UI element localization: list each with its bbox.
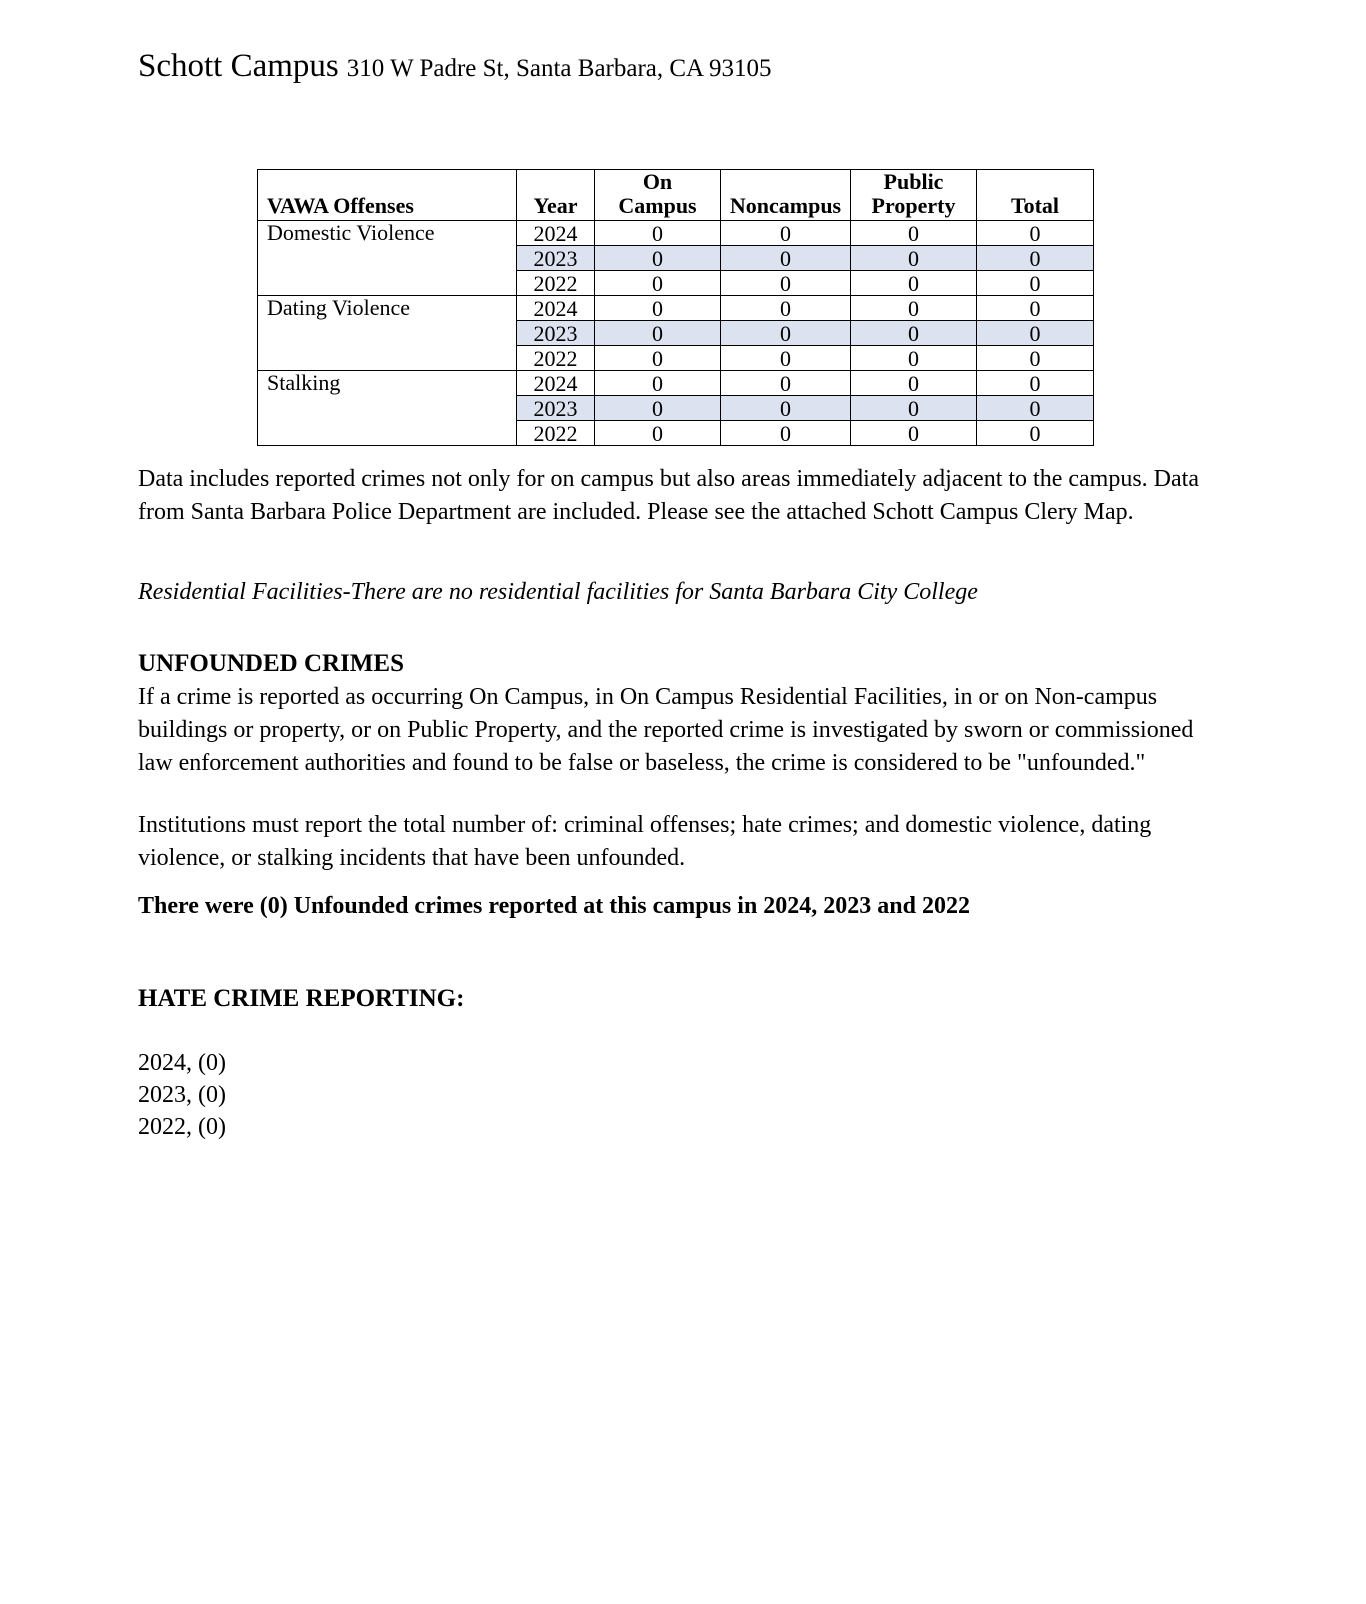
count-cell: 0 (595, 396, 721, 421)
offense-cell-domestic-violence: Domestic Violence (258, 221, 517, 296)
count-cell: 0 (721, 396, 851, 421)
count-cell: 0 (851, 296, 977, 321)
vawa-offenses-table (257, 169, 1094, 446)
table-row (258, 296, 1094, 321)
col-header-public-property-line1: Public (883, 169, 944, 194)
count-cell: 0 (851, 271, 977, 296)
col-header-public-property (851, 170, 977, 221)
col-header-on-campus-line1: On (642, 169, 673, 194)
year-cell: 2024 (517, 296, 595, 321)
year-cell: 2024 (517, 221, 595, 246)
unfounded-crimes-summary: There were (0) Unfounded crimes reported at this campus in 2024, 2023 and 2022 (138, 893, 970, 919)
hate-crime-year-2022: 2022, (0) (138, 1114, 226, 1140)
col-header-on-campus-line2: Campus (618, 193, 697, 218)
count-cell: 0 (721, 246, 851, 271)
hate-crime-year-2024: 2024, (0) (138, 1050, 226, 1076)
col-header-on-campus (595, 170, 721, 221)
year-cell: 2022 (517, 346, 595, 371)
year-cell: 2023 (517, 396, 595, 421)
count-cell: 0 (721, 371, 851, 396)
col-header-noncampus: Noncampus (721, 170, 851, 221)
count-cell: 0 (721, 296, 851, 321)
count-cell: 0 (721, 421, 851, 446)
count-cell: 0 (977, 421, 1094, 446)
count-cell: 0 (851, 421, 977, 446)
institutions-reporting-note: Institutions must report the total number of: criminal offenses; hate crimes; and domestic violence, dating violence, or stalking incidents that have been unfounded. (138, 812, 1152, 871)
hate-crime-year-2023: 2023, (0) (138, 1082, 226, 1108)
count-cell: 0 (595, 321, 721, 346)
count-cell: 0 (595, 296, 721, 321)
count-cell: 0 (851, 371, 977, 396)
count-cell: 0 (595, 246, 721, 271)
col-header-total: Total (977, 170, 1094, 221)
year-cell: 2022 (517, 271, 595, 296)
col-header-public-property-line2: Property (871, 193, 956, 218)
offense-cell-stalking: Stalking (258, 371, 517, 446)
count-cell: 0 (721, 346, 851, 371)
count-cell: 0 (977, 221, 1094, 246)
unfounded-crimes-definition: If a crime is reported as occurring On Campus, in On Campus Residential Facilities, in or on Non-campus buildings or property, or on Public Property, and the reported crime is investigated by sworn or commissioned law enforcement authorities and found to be false or baseless, the crime is considered to be "unfounded." (138, 684, 1194, 776)
count-cell: 0 (977, 371, 1094, 396)
count-cell: 0 (977, 271, 1094, 296)
vawa-table-wrapper (257, 169, 1202, 446)
count-cell: 0 (851, 396, 977, 421)
count-cell: 0 (851, 221, 977, 246)
count-cell: 0 (977, 396, 1094, 421)
year-cell: 2022 (517, 421, 595, 446)
count-cell: 0 (977, 346, 1094, 371)
col-header-vawa-offenses: VAWA Offenses (258, 170, 517, 221)
unfounded-crimes-heading: UNFOUNDED CRIMES (138, 650, 404, 677)
count-cell: 0 (595, 346, 721, 371)
residential-facilities-note: Residential Facilities-There are no residential facilities for Santa Barbara City College (138, 579, 978, 605)
count-cell: 0 (595, 221, 721, 246)
count-cell: 0 (721, 271, 851, 296)
count-cell: 0 (595, 371, 721, 396)
count-cell: 0 (721, 321, 851, 346)
page-header (138, 46, 1202, 92)
count-cell: 0 (851, 246, 977, 271)
hate-crime-reporting-heading: HATE CRIME REPORTING: (138, 985, 465, 1012)
year-cell: 2023 (517, 321, 595, 346)
count-cell: 0 (595, 421, 721, 446)
table-row (258, 371, 1094, 396)
data-inclusion-note: Data includes reported crimes not only for on campus but also areas immediately adjacent to the campus. Data from Santa Barbara Police Department are included. Please see the attached Schott Campus Clery Map. (138, 466, 1199, 525)
col-header-year: Year (517, 170, 595, 221)
hate-crime-years-list (138, 1047, 1202, 1143)
count-cell: 0 (977, 246, 1094, 271)
table-row (258, 221, 1094, 246)
offense-cell-dating-violence: Dating Violence (258, 296, 517, 371)
count-cell: 0 (851, 346, 977, 371)
campus-title: Schott Campus (138, 48, 339, 84)
count-cell: 0 (977, 321, 1094, 346)
campus-address: 310 W Padre St, Santa Barbara, CA 93105 (346, 55, 772, 82)
count-cell: 0 (851, 321, 977, 346)
count-cell: 0 (721, 221, 851, 246)
year-cell: 2024 (517, 371, 595, 396)
table-header-row (258, 170, 1094, 221)
count-cell: 0 (977, 296, 1094, 321)
count-cell: 0 (595, 271, 721, 296)
year-cell: 2023 (517, 246, 595, 271)
